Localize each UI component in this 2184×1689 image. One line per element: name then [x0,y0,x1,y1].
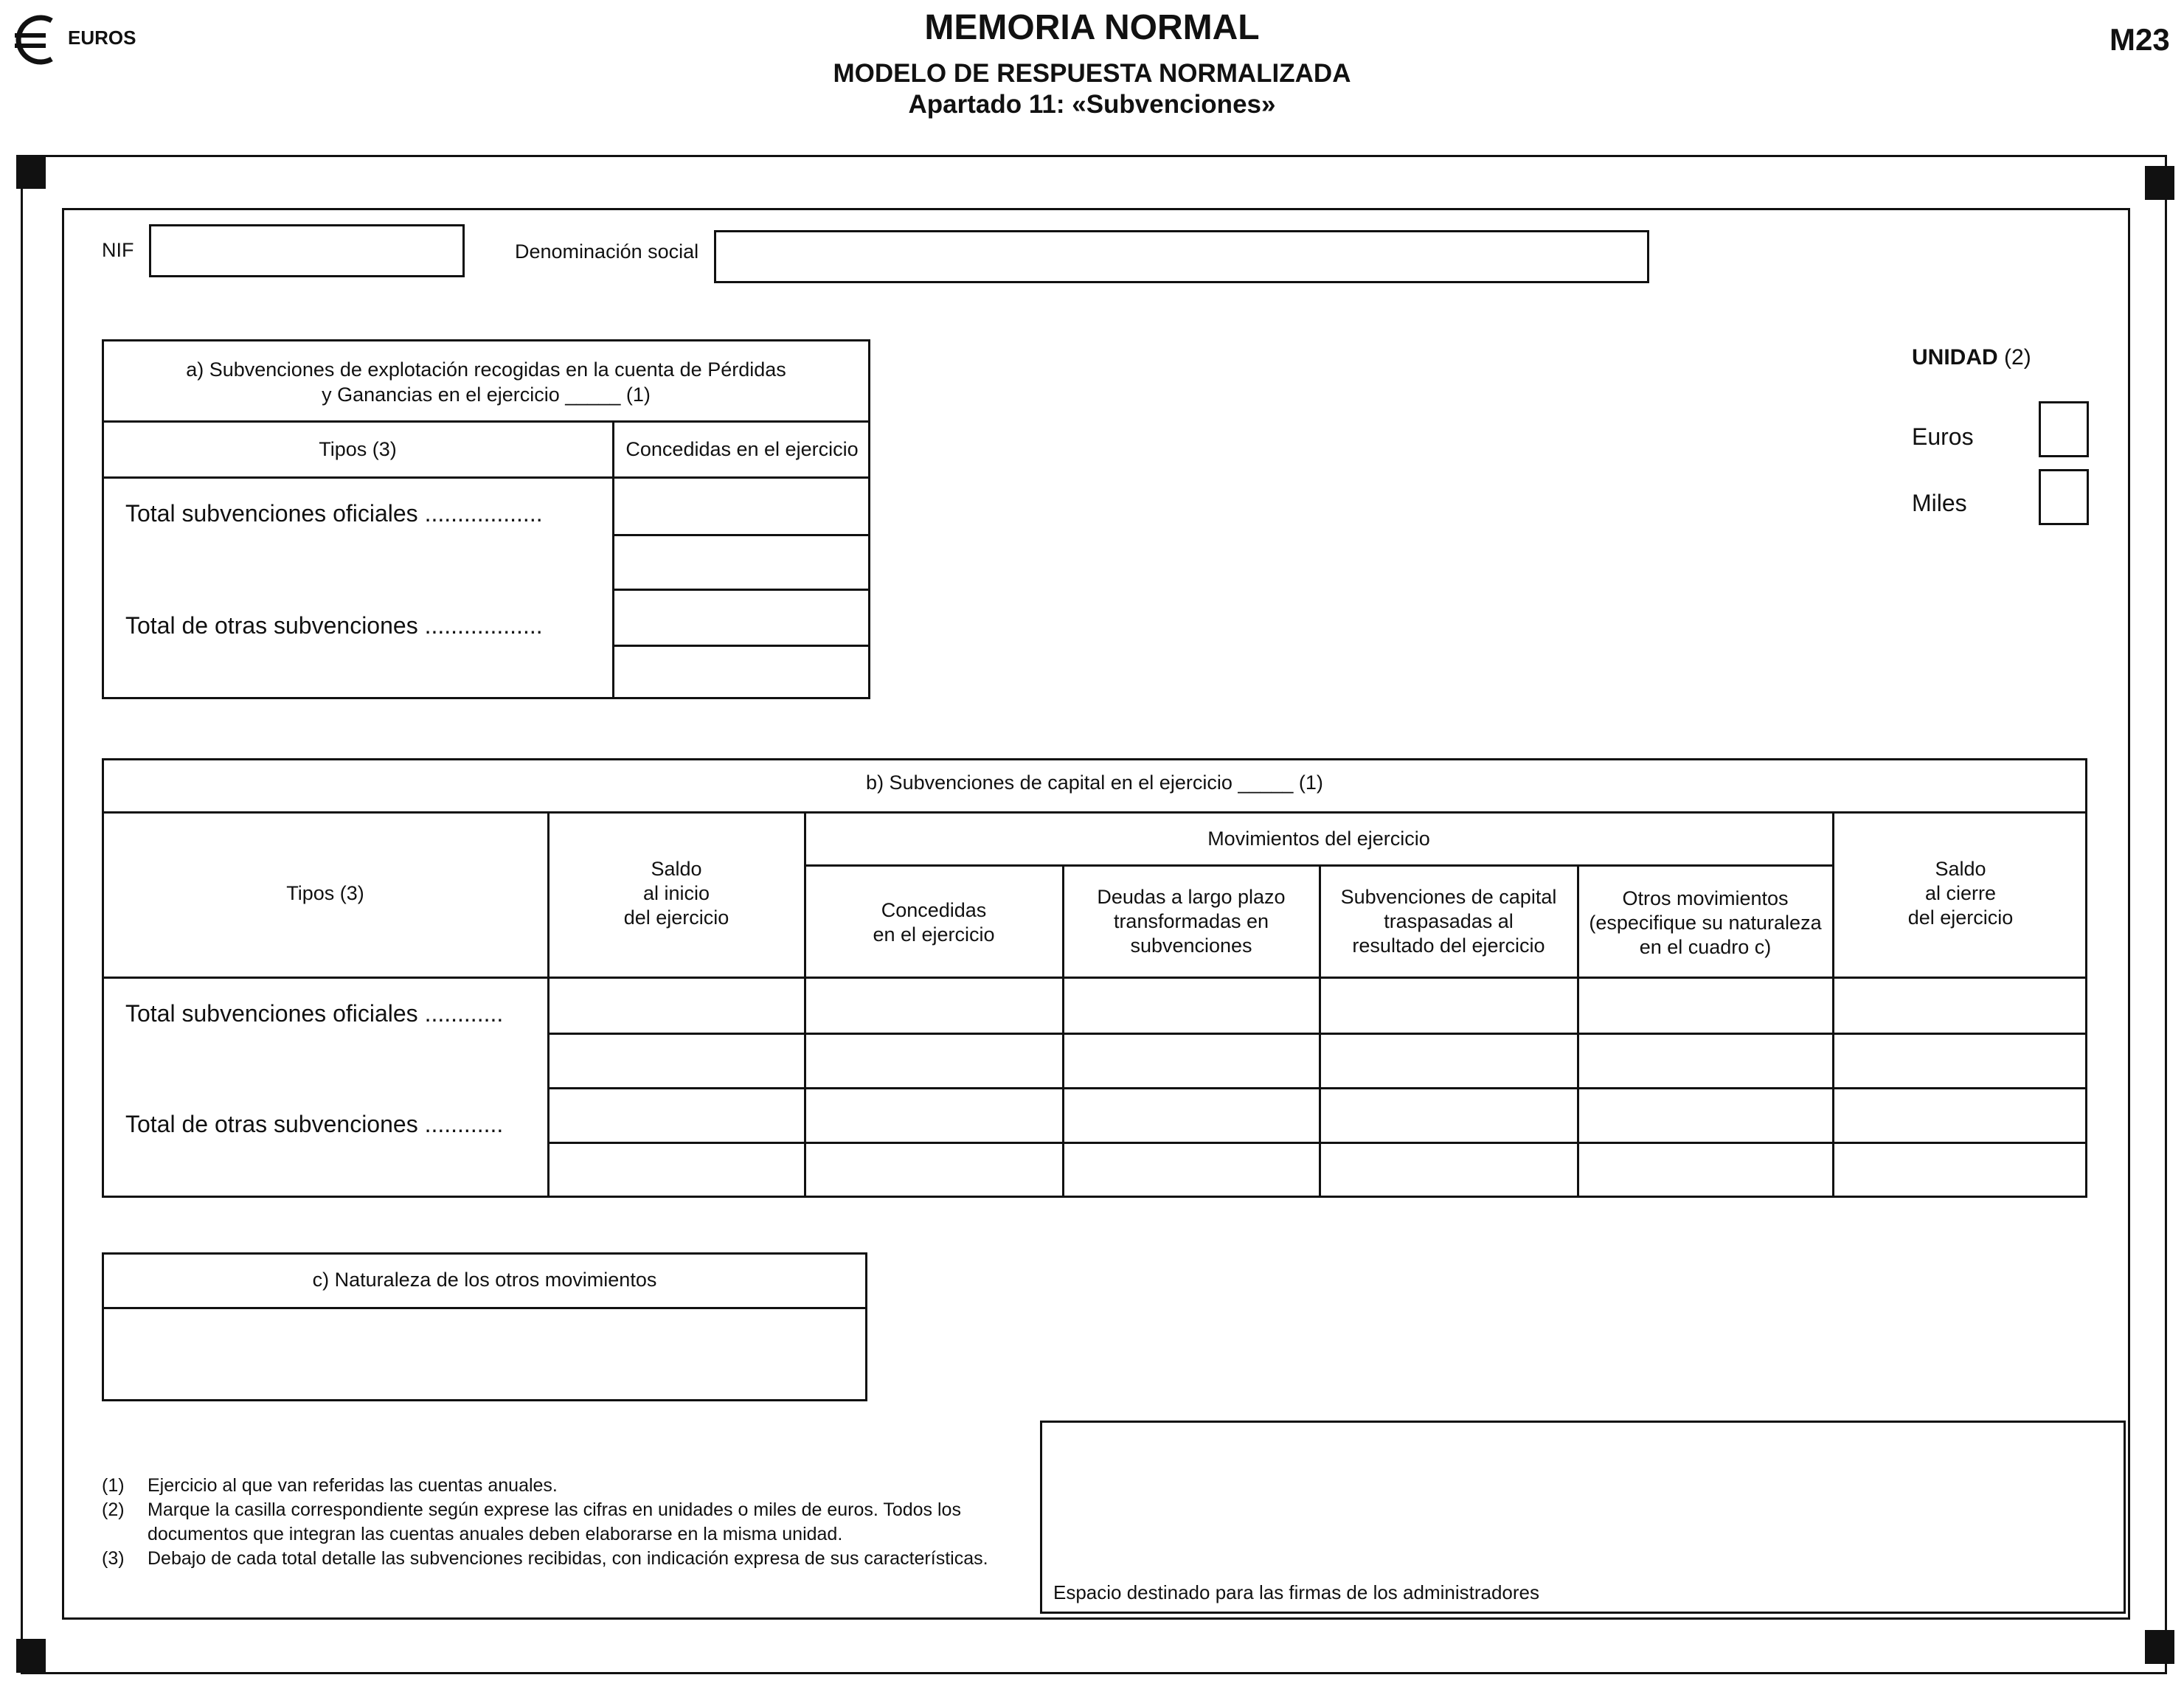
unit-euros-label: Euros [1912,423,1974,450]
section-b-title-divider [102,811,2087,814]
section-b-col-transferred-l2: traspasadas al [1384,910,1514,932]
section-b-other-transferred-input[interactable] [1323,1092,1574,1139]
footnote-3 [102,1547,1016,1571]
section-b-official-closing-input[interactable] [1837,981,2084,1030]
section-a-other-detail-input[interactable] [617,649,867,696]
section-b-col-types: Tipos (3) [286,882,364,904]
unit-title-text: UNIDAD [1912,345,1998,370]
section-b-col-opening-l2: al inicio [642,882,710,904]
section-b-col-granted [805,898,1062,947]
section-b-official-other-input[interactable] [1581,981,1829,1030]
section-b-other-granted-input[interactable] [808,1092,1059,1139]
section-b-col-granted-l1: Concedidas [881,899,987,921]
section-a-row-official: Total subvenciones oficiales .................. [125,500,543,527]
section-b-title: b) Subvenciones de capital en el ejercicio _____ (1) [866,771,1323,794]
footnote-2-line2: documentos que integran las cuentas anuales deben elaborarse en la misma unidad. [148,1524,843,1544]
section-b-row-line [547,1142,2087,1144]
section-b-col-closing-l2: al cierre [1924,882,1997,904]
section-b-col-opening-l3: del ejercicio [623,906,729,929]
footnote-1-mark: (1) [102,1475,125,1496]
section-b-col-transferred-l3: resultado del ejercicio [1352,934,1545,957]
section-b-col-opening [549,857,804,930]
registration-mark-tl [16,155,46,189]
section-a-col-divider [612,420,614,699]
section-b-row-line [547,1033,2087,1035]
section-a-title-line2: y Ganancias en el ejercicio _____ (1) [322,384,651,406]
footnote-1-text: Ejercicio al que van referidas las cuentas anuales. [148,1475,558,1496]
section-a-other-input[interactable] [617,593,867,642]
section-b-col-opening-l1: Saldo [651,858,702,880]
section-c-title: c) Naturaleza de los otros movimientos [312,1269,657,1291]
form-code: M23 [2110,22,2170,57]
section-a-row-line [612,589,870,591]
section-a-row-other: Total de otras subvenciones .................. [125,612,543,639]
unit-title [1912,345,2031,370]
section-b-col-closing-l3: del ejercicio [1907,906,2014,929]
section-b-official-debts-input[interactable] [1067,981,1316,1030]
section-b-col-other-l1: Otros movimientos [1622,887,1789,909]
unit-miles-label: Miles [1912,490,1967,516]
page-subtitle: MODELO DE RESPUESTA NORMALIZADA [833,59,1351,88]
section-b-col-transferred [1320,885,1577,958]
footnote-1 [102,1474,1016,1498]
section-c-input[interactable] [106,1311,863,1397]
section-a-title [103,357,869,407]
footnotes [102,1474,1016,1571]
section-a-official-input[interactable] [617,481,867,531]
nif-label: NIF [102,239,134,261]
section-b-other-closing-input[interactable] [1837,1092,2084,1139]
signature-label: Espacio destinado para las firmas de los administradores [1053,1581,1540,1603]
section-a-header-divider [102,476,870,479]
footnote-3-text: Debajo de cada total detalle las subvenciones recibidas, con indicación expresa de sus características. [148,1548,988,1569]
section-b-row-line [547,1087,2087,1089]
registration-mark-bl [16,1639,46,1673]
section-b-other-opening-input[interactable] [552,1092,801,1139]
unit-euros-checkbox[interactable] [2039,401,2089,457]
section-b-header-divider [102,977,2087,979]
section-b-col-transferred-l1: Subvenciones de capital [1340,886,1557,908]
section-heading: Apartado 11: «Subvenciones» [908,90,1276,119]
footnote-2-line1: Marque la casilla correspondiente según exprese las cifras en unidades o miles de euros. Todos los [148,1499,961,1520]
section-a-official-detail-input[interactable] [617,538,867,586]
page-title: MEMORIA NORMAL [924,8,1260,47]
section-a-title-divider [102,420,870,423]
section-b-col-other-l3: en el cuadro c) [1639,936,1772,958]
section-b-col-other-l2: (especifique su naturaleza [1589,912,1822,934]
company-name-field[interactable] [714,230,1649,283]
currency-label: EUROS [68,27,136,49]
section-b-col-closing-l1: Saldo [1935,858,1986,880]
footnote-2-text [148,1498,961,1547]
section-b-col-line [804,811,806,1198]
section-b-movements-divider [804,864,1834,867]
registration-mark-tr [2145,166,2174,200]
registration-mark-br [2145,1630,2174,1664]
footnote-2 [102,1498,1016,1547]
section-b-official-transferred-input[interactable] [1323,981,1574,1030]
section-b-col-other [1578,887,1832,960]
section-c-divider [102,1307,867,1309]
section-b-movements-header: Movimientos del ejercicio [1207,828,1430,850]
section-b-col-debts-l2: transformadas en [1113,910,1269,932]
section-b-col-closing [1834,857,2087,930]
footnote-3-mark: (3) [102,1548,125,1569]
section-b-col-debts-l3: subvenciones [1130,934,1252,957]
section-a-col-granted: Concedidas en el ejercicio [625,438,859,460]
footnote-2-mark: (2) [102,1499,125,1520]
section-b-other-other-input[interactable] [1581,1092,1829,1139]
section-b-row-official: Total subvenciones oficiales ............ [125,1000,504,1027]
section-b-official-opening-input[interactable] [552,981,801,1030]
unit-miles-checkbox[interactable] [2039,469,2089,525]
section-b-official-granted-input[interactable] [808,981,1059,1030]
section-b-col-granted-l2: en el ejercicio [873,923,995,946]
section-a-row-line [612,645,870,647]
section-b-other-debts-input[interactable] [1067,1092,1316,1139]
section-a-title-line1: a) Subvenciones de explotación recogidas en la cuenta de Pérdidas [186,358,786,381]
section-b-col-debts [1064,885,1319,958]
nif-field[interactable] [149,224,465,277]
section-a-row-line [612,534,870,536]
section-b-col-debts-l1: Deudas a largo plazo [1097,886,1286,908]
section-b-row-other: Total de otras subvenciones ............ [125,1111,504,1137]
unit-note: (2) [2004,345,2031,370]
section-a-col-types: Tipos (3) [319,438,397,460]
company-name-label: Denominación social [515,240,699,263]
